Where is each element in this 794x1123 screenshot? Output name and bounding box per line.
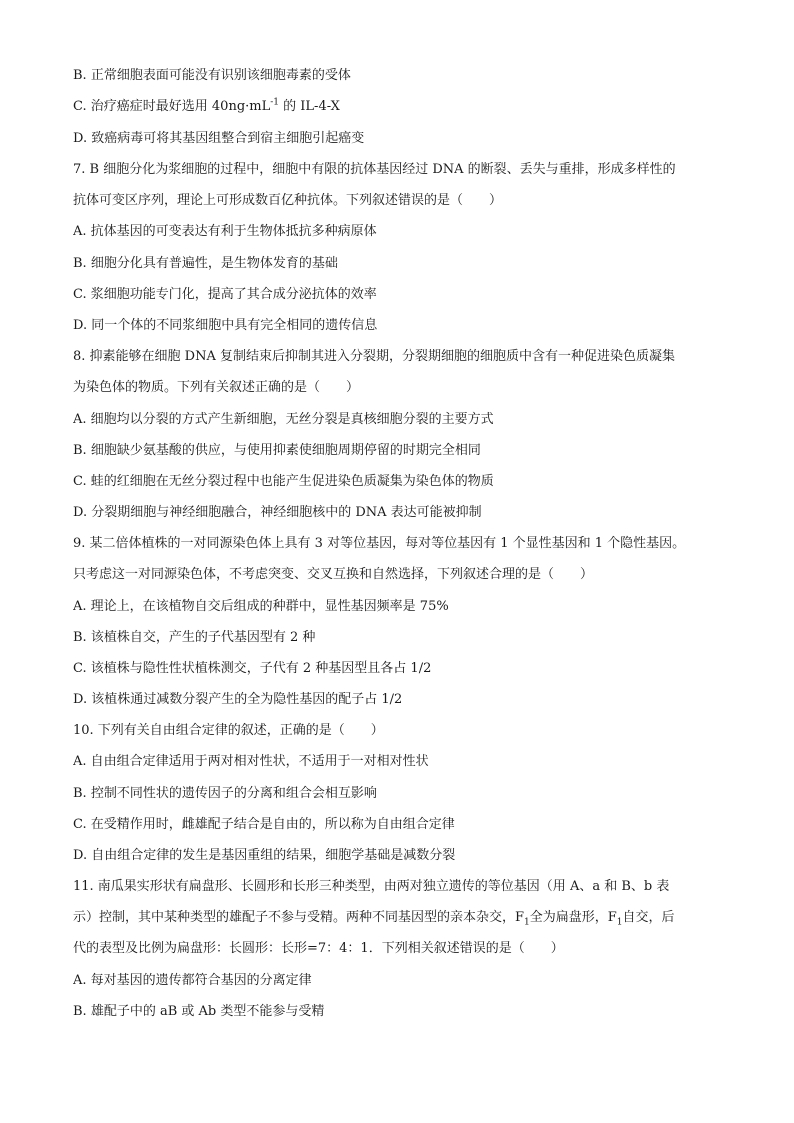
question-9-stem-line2: 只考虑这一对同源染色体，不考虑突变、交叉互换和自然选择，下列叙述合理的是（ ）: [73, 567, 594, 582]
question-10-option-c: C. 在受精作用时，雌雄配子结合是自由的，所以称为自由组合定律: [73, 817, 455, 832]
question-11-stem-line2: 示）控制，其中某种类型的雄配子不参与受精。两种不同基因型的亲本杂交，$F_1$全为扁盘形，$F_1$自交，后: [73, 910, 675, 928]
question-8-stem-line2: 为染色体的物质。下列有关叙述正确的是（ ）: [73, 380, 360, 395]
question-10-option-b: B. 控制不同性状的遗传因子的分离和组合会相互影响: [73, 786, 377, 801]
question-9-option-a: A. 理论上，在该植物自交后组成的种群中，显性基因频率是 75%: [73, 599, 449, 614]
question-9-option-c: C. 该植株与隐性性状植株测交，子代有 2 种基因型且各占 1/2: [73, 661, 432, 676]
question-8-option-a: A. 细胞均以分裂的方式产生新细胞，无丝分裂是真核细胞分裂的主要方式: [73, 412, 494, 427]
question-8-option-b: B. 细胞缺少氨基酸的供应，与使用抑素使细胞周期停留的时期完全相同: [73, 443, 481, 458]
question-8-option-d: D. 分裂期细胞与神经细胞融合，神经细胞核中的 DNA 表达可能被抑制: [73, 505, 482, 520]
option-c: C. 治疗癌症时最好选用 $40ng\cdot mL^{-1}$ 的 IL-4-X: [73, 97, 340, 114]
question-10-stem: 10. 下列有关自由组合定律的叙述，正确的是（ ）: [73, 723, 384, 738]
question-7-option-d: D. 同一个体的不同浆细胞中具有完全相同的遗传信息: [73, 318, 378, 333]
question-9-option-b: B. 该植株自交，产生的子代基因型有 2 种: [73, 630, 316, 645]
question-7-option-a: A. 抗体基因的可变表达有利于生物体抵抗多种病原体: [73, 224, 377, 239]
question-11-option-a: A. 每对基因的遗传都符合基因的分离定律: [73, 973, 312, 988]
question-8-option-c: C. 蛙的红细胞在无丝分裂过程中也能产生促进染色质凝集为染色体的物质: [73, 474, 494, 489]
question-11-stem-line1: 11. 南瓜果实形状有扁盘形、长圆形和长形三种类型，由两对独立遗传的等位基因（用 A、a 和 B、b 表: [73, 879, 670, 894]
question-8-stem-line1: 8. 抑素能够在细胞 DNA 复制结束后抑制其进入分裂期，分裂期细胞的细胞质中含有一种促进染色质凝集: [73, 349, 675, 364]
question-10-option-d: D. 自由组合定律的发生是基因重组的结果，细胞学基础是减数分裂: [73, 848, 456, 863]
question-7-option-b: B. 细胞分化具有普遍性，是生物体发育的基础: [73, 256, 338, 271]
question-7-option-c: C. 浆细胞功能专门化，提高了其合成分泌抗体的效率: [73, 287, 377, 302]
option-d: D. 致癌病毒可将其基因组整合到宿主细胞引起癌变: [73, 131, 365, 146]
question-11-stem-line3: 代的表型及比例为扁盘形：长圆形：长形=7：4：1．下列相关叙述错误的是（ ）: [73, 941, 564, 956]
question-9-option-d: D. 该植株通过减数分裂产生的全为隐性基因的配子占 1/2: [73, 692, 403, 707]
question-10-option-a: A. 自由组合定律适用于两对相对性状，不适用于一对相对性状: [73, 754, 429, 769]
question-7-stem-line2: 抗体可变区序列，理论上可形成数百亿种抗体。下列叙述错误的是（ ）: [73, 193, 503, 208]
option-b: B. 正常细胞表面可能没有识别该细胞毒素的受体: [73, 68, 351, 83]
question-7-stem-line1: 7. B 细胞分化为浆细胞的过程中，细胞中有限的抗体基因经过 DNA 的断裂、丢失与重排，形成多样性的: [73, 162, 676, 177]
question-11-option-b: B. 雄配子中的 aB 或 Ab 类型不能参与受精: [73, 1004, 325, 1019]
question-9-stem-line1: 9. 某二倍体植株的一对同源染色体上具有 3 对等位基因，每对等位基因有 1 个显性基因和 1 个隐性基因。: [73, 536, 686, 551]
